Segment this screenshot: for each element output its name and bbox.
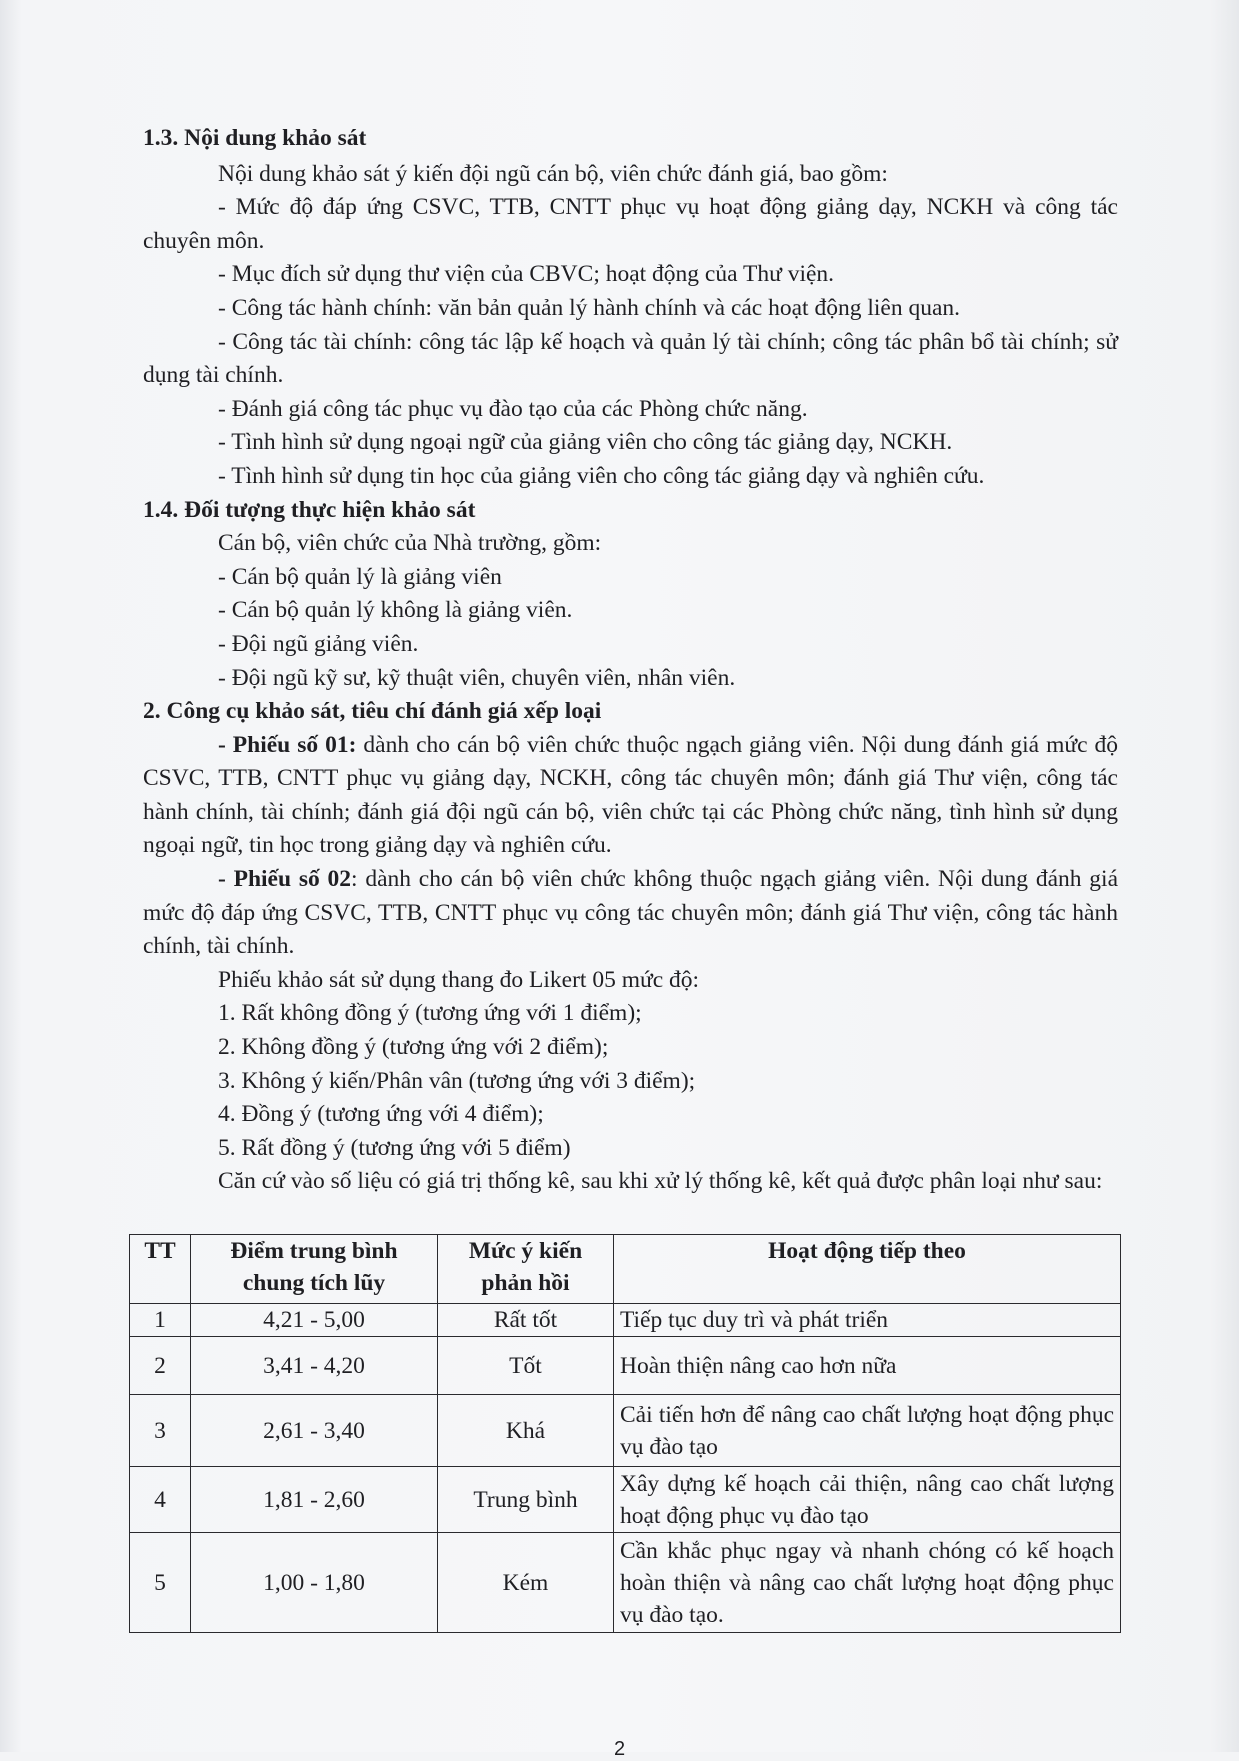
section-1-4-item: - Đội ngũ giảng viên. xyxy=(218,630,419,657)
cell-level: Trung bình xyxy=(438,1467,614,1533)
section-1-3-item: - Tình hình sử dụng tin học của giảng viên cho công tác giảng dạy và nghiên cứu. xyxy=(218,462,985,489)
heading-1-4: 1.4. Đối tượng thực hiện khảo sát xyxy=(143,496,476,523)
section-1-4-intro: Cán bộ, viên chức của Nhà trường, gồm: xyxy=(218,530,602,557)
cell-level: Tốt xyxy=(438,1337,614,1395)
cell-score-range: 4,21 - 5,00 xyxy=(191,1304,438,1337)
cell-next-action: Cải tiến hơn để nâng cao chất lượng hoạt động phục vụ đào tạo xyxy=(614,1395,1121,1467)
cell-score-range: 3,41 - 4,20 xyxy=(191,1337,438,1395)
likert-level: 4. Đồng ý (tương ứng với 4 điểm); xyxy=(218,1101,544,1128)
likert-level: 1. Rất không đồng ý (tương ứng với 1 điểm); xyxy=(218,1000,642,1027)
form-02-text: : dành cho cán bộ viên chức không thuộc ngạch giảng viên. Nội dung đánh giá mức độ đáp ứng CSVC, TTB, CNTT phục vụ công tác chuyên môn; đánh giá Thư viện, công tác hành chính, tài chính. xyxy=(143,866,1118,960)
cell-next-action: Xây dựng kế hoạch cải thiện, nâng cao chất lượng hoạt động phục vụ đào tạo xyxy=(614,1467,1121,1533)
likert-level: 2. Không đồng ý (tương ứng với 2 điểm); xyxy=(218,1034,609,1061)
form-02-description xyxy=(143,863,1118,964)
section-1-3-item: - Tình hình sử dụng ngoại ngữ của giảng viên cho công tác giảng dạy, NCKH. xyxy=(218,429,953,456)
likert-level: 3. Không ý kiến/Phân vân (tương ứng với 3 điểm); xyxy=(218,1067,696,1094)
section-1-3-item: - Đánh giá công tác phục vụ đào tạo của các Phòng chức năng. xyxy=(218,395,808,422)
table-row xyxy=(130,1304,1121,1337)
cell-next-action: Tiếp tục duy trì và phát triển xyxy=(614,1304,1121,1337)
cell-tt: 1 xyxy=(130,1304,191,1337)
cell-level: Rất tốt xyxy=(438,1304,614,1337)
section-1-4-item: - Cán bộ quản lý không là giảng viên. xyxy=(218,597,573,624)
cell-level: Khá xyxy=(438,1395,614,1467)
cell-level: Kém xyxy=(438,1533,614,1633)
section-1-3-item: - Công tác hành chính: văn bản quản lý hành chính và các hoạt động liên quan. xyxy=(218,294,960,321)
form-01-text: dành cho cán bộ viên chức thuộc ngạch giảng viên. Nội dung đánh giá mức độ CSVC, TTB, CNTT phục vụ giảng dạy, NCKH, công tác chuyên môn; đánh giá Thư viện, công tác hành chính, tài chính; đánh giá đội ngũ cán bộ, viên chức tại các Phòng chức năng, tình hình sử dụng ngoại ngữ, tin học trong giảng dạy và nghiên cứu. xyxy=(143,731,1119,859)
cell-tt: 3 xyxy=(130,1395,191,1467)
cell-tt: 4 xyxy=(130,1467,191,1533)
cell-score-range: 1,81 - 2,60 xyxy=(191,1467,438,1533)
likert-intro: Phiếu khảo sát sử dụng thang đo Likert 05 mức độ: xyxy=(218,966,700,993)
classification-table xyxy=(129,1234,1121,1633)
table-row xyxy=(130,1395,1121,1467)
section-1-4-item: - Đội ngũ kỹ sư, kỹ thuật viên, chuyên viên, nhân viên. xyxy=(218,664,736,691)
classification-text: Căn cứ vào số liệu có giá trị thống kê, sau khi xử lý thống kê, kết quả được phân loại như sau: xyxy=(218,1168,1103,1195)
section-1-3-item: - Mục đích sử dụng thư viện của CBVC; hoạt động của Thư viện. xyxy=(218,261,835,288)
header-tt: TT xyxy=(130,1235,191,1304)
section-1-3-intro: Nội dung khảo sát ý kiến đội ngũ cán bộ, viên chức đánh giá, bao gồm: xyxy=(218,160,888,187)
section-1-3-item: - Mức độ đáp ứng CSVC, TTB, CNTT phục vụ hoạt động giảng dạy, NCKH và công tác chuyên môn. xyxy=(143,194,1118,254)
header-score: Điểm trung bình chung tích lũy xyxy=(191,1235,438,1304)
section-1-3-item: - Công tác tài chính: công tác lập kế hoạch và quản lý tài chính; công tác phân bổ tài chính; sử dụng tài chính. xyxy=(143,328,1118,389)
form-02-label: - Phiếu số 02 xyxy=(218,866,352,893)
cell-score-range: 1,00 - 1,80 xyxy=(191,1533,438,1633)
table-row xyxy=(130,1467,1121,1533)
header-level: Mức ý kiến phản hồi xyxy=(438,1235,614,1304)
table-row xyxy=(130,1337,1121,1395)
table-header-row xyxy=(130,1235,1121,1304)
document-body xyxy=(143,122,1118,1199)
likert-level: 5. Rất đồng ý (tương ứng với 5 điểm) xyxy=(218,1134,571,1161)
cell-score-range: 2,61 - 3,40 xyxy=(191,1395,438,1467)
cell-next-action: Hoàn thiện nâng cao hơn nữa xyxy=(614,1337,1121,1395)
heading-1-3: 1.3. Nội dung khảo sát xyxy=(143,125,367,151)
page-number: 2 xyxy=(613,1738,626,1760)
cell-next-action: Cần khắc phục ngay và nhanh chóng có kế hoạch hoàn thiện và nâng cao chất lượng hoạt động phục vụ đào tạo. xyxy=(614,1533,1121,1633)
header-next-action: Hoạt động tiếp theo xyxy=(614,1235,1121,1304)
cell-tt: 5 xyxy=(130,1533,191,1633)
table-row xyxy=(130,1533,1121,1633)
form-01-description xyxy=(143,729,1118,863)
heading-2: 2. Công cụ khảo sát, tiêu chí đánh giá xếp loại xyxy=(143,698,602,725)
cell-tt: 2 xyxy=(130,1337,191,1395)
form-01-label: - Phiếu số 01: xyxy=(218,731,357,758)
section-1-4-item: - Cán bộ quản lý là giảng viên xyxy=(218,563,502,590)
